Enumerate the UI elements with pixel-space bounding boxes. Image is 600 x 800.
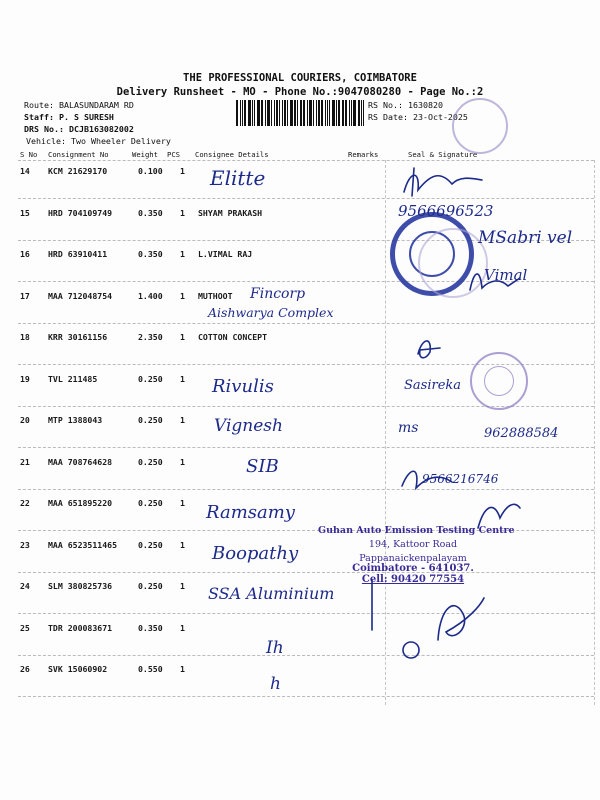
row-consignment-no: MTP 1388043 <box>48 415 103 425</box>
row-weight: 0.350 <box>138 208 163 218</box>
row-weight: 2.350 <box>138 332 163 342</box>
r24-signature <box>438 598 484 640</box>
row-weight: 0.250 <box>138 498 163 508</box>
row-sno: 14 <box>20 166 30 176</box>
row-weight: 0.250 <box>138 415 163 425</box>
guhan-stamp-line2: 194, Kattoor Road <box>368 539 458 550</box>
row-pcs: 1 <box>180 374 185 384</box>
rs-no-line: RS No.: 1630820 <box>368 100 443 110</box>
row-consignment-no: TDR 200083671 <box>48 623 113 633</box>
row-weight: 1.400 <box>138 291 163 301</box>
col-consignee: Consignee Details <box>195 150 269 159</box>
row-sno: 15 <box>20 208 30 218</box>
col-remarks: Remarks <box>348 150 379 159</box>
row-consignment-no: MAA 651895220 <box>48 498 113 508</box>
row-consignee: COTTON CONCEPT <box>198 332 268 342</box>
row-consignment-no: MAA 6523511465 <box>48 540 118 550</box>
row-weight: 0.250 <box>138 457 163 467</box>
row-consignment-no: MAA 712048754 <box>48 291 113 301</box>
staff-line: Staff: P. S SURESH <box>24 112 114 122</box>
row-weight: 0.550 <box>138 664 163 674</box>
r18-signature <box>418 341 440 358</box>
vehicle-line: Vehicle: Two Wheeler Delivery <box>26 136 171 146</box>
r25-circle-mark <box>403 642 419 658</box>
col-seal-signature: Seal & Signature <box>408 150 478 159</box>
row-pcs: 1 <box>180 415 185 425</box>
row-pcs: 1 <box>180 581 185 591</box>
r14-signature <box>404 175 482 192</box>
row-pcs: 1 <box>180 291 185 301</box>
row-weight: 0.250 <box>138 540 163 550</box>
row-weight: 0.250 <box>138 374 163 384</box>
row-consignee: SHYAM PRAKASH <box>198 208 263 218</box>
row-consignment-no: HRD 704109749 <box>48 208 113 218</box>
hw-r16-sign: Vimal <box>484 266 528 284</box>
row-consignment-no: MAA 708764628 <box>48 457 113 467</box>
hw-r22-name: Ramsamy <box>206 502 295 523</box>
row-sno: 20 <box>20 415 30 425</box>
company-title: THE PROFESSIONAL COURIERS, COIMBATORE <box>183 72 417 84</box>
row-consignment-no: SLM 380825736 <box>48 581 113 591</box>
row-pcs: 1 <box>180 664 185 674</box>
hw-r21-name: SIB <box>246 456 279 477</box>
hw-r24-name: SSA Aluminium <box>208 584 335 603</box>
r22-signature <box>478 504 520 528</box>
row-consignment-no: TVL 211485 <box>48 374 98 384</box>
guhan-stamp-line1: Guhan Auto Emission Testing Centre <box>318 525 515 536</box>
hw-r20-phone: 962888584 <box>484 426 559 441</box>
row-pcs: 1 <box>180 208 185 218</box>
runsheet-title: Delivery Runsheet - MO - Phone No.:9047080280 - Page No.:2 <box>116 86 484 98</box>
row-consignment-no: KRR 30161156 <box>48 332 108 342</box>
row-pcs: 1 <box>180 457 185 467</box>
hw-r17-line1: Fincorp <box>250 286 306 302</box>
drs-line: DRS No.: DCJB163082002 <box>24 124 134 134</box>
row-sno: 22 <box>20 498 30 508</box>
row-weight: 0.350 <box>138 623 163 633</box>
hw-r21-phone: 9566216746 <box>422 472 499 486</box>
hw-r15-sign: MSabri vel <box>478 228 573 248</box>
row-pcs: 1 <box>180 166 185 176</box>
row-sno: 21 <box>20 457 30 467</box>
r21-signature <box>402 471 452 488</box>
row-sno: 23 <box>20 540 30 550</box>
hw-r25-mark: Ih <box>266 638 284 658</box>
col-consignment: Consignment No <box>48 150 109 159</box>
guhan-stamp-line4: Coimbatore - 641037. <box>352 563 474 574</box>
hw-r26-mark: h <box>270 674 281 694</box>
rs-date-line: RS Date: 23-Oct-2025 <box>368 112 468 122</box>
row-pcs: 1 <box>180 623 185 633</box>
guhan-stamp-line5: Cell: 90420 77554 <box>361 574 465 585</box>
r17-signature <box>470 274 520 290</box>
row-pcs: 1 <box>180 249 185 259</box>
hw-r20-name: Vignesh <box>214 416 283 436</box>
row-pcs: 1 <box>180 498 185 508</box>
row-weight: 0.250 <box>138 581 163 591</box>
row-consignment-no: KCM 21629170 <box>48 166 108 176</box>
row-consignee: MUTHOOT <box>198 291 233 301</box>
row-sno: 24 <box>20 581 30 591</box>
col-pcs: PCS <box>167 150 180 159</box>
hw-r17-line2: Aishwarya Complex <box>208 305 334 320</box>
hw-r19-sign: Sasireka <box>404 378 462 393</box>
row-consignee: L.VIMAL RAJ <box>198 249 253 259</box>
col-sno: S No <box>20 150 38 159</box>
row-sno: 26 <box>20 664 30 674</box>
row-sno: 25 <box>20 623 30 633</box>
col-weight: Weight <box>132 150 158 159</box>
hw-r19-name: Rivulis <box>212 376 274 397</box>
row-pcs: 1 <box>180 540 185 550</box>
row-sno: 18 <box>20 332 30 342</box>
row-weight: 0.350 <box>138 249 163 259</box>
row-consignment-no: SVK 15060902 <box>48 664 108 674</box>
guhan-stamp-line3: Pappanaickenpalayam <box>359 553 467 564</box>
row-pcs: 1 <box>180 332 185 342</box>
hw-r14-name: Elitte <box>210 166 266 190</box>
row-sno: 17 <box>20 291 30 301</box>
hw-r23-name: Boopathy <box>212 543 299 564</box>
row-sno: 16 <box>20 249 30 259</box>
hw-r15-phone: 9566696523 <box>398 202 494 220</box>
route-line: Route: BALASUNDARAM RD <box>24 100 134 110</box>
row-consignment-no: HRD 63910411 <box>48 249 108 259</box>
row-weight: 0.100 <box>138 166 163 176</box>
hw-r20-sign: ms <box>398 420 419 436</box>
row-sno: 19 <box>20 374 30 384</box>
